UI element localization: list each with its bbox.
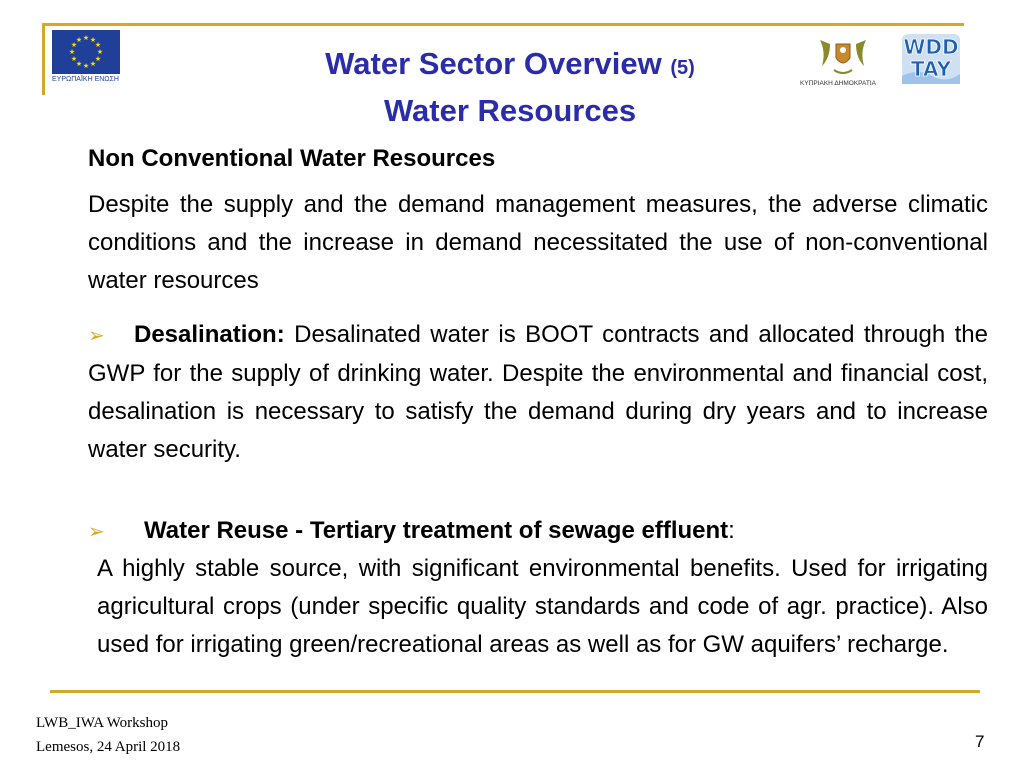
top-frame-line: [44, 23, 964, 26]
bullet-water-reuse: [88, 512, 988, 551]
svg-text:★: ★: [96, 48, 104, 56]
svg-text:★: ★: [89, 60, 97, 68]
svg-text:★: ★: [70, 41, 78, 49]
svg-text:★: ★: [89, 36, 97, 44]
svg-text:★: ★: [82, 34, 90, 42]
intro-paragraph: Despite the supply and the demand management measures, the adverse climatic conditions and the increase in demand necessitated the use of non-conventional water resources: [88, 191, 988, 294]
svg-text:★: ★: [94, 55, 102, 63]
arrow-bullet-icon: ➢: [88, 521, 105, 543]
footer-workshop: LWB_IWA Workshop: [36, 715, 168, 731]
bullet-label: Water Reuse - Tertiary treatment of sewage effluent: [144, 517, 729, 544]
bullet-label: Desalination:: [134, 321, 285, 348]
footer-date: Lemesos, 24 April 2018: [36, 739, 181, 755]
cyprus-logo: [800, 32, 886, 92]
eu-logo: [52, 30, 120, 86]
slide-title: [250, 46, 770, 130]
cyprus-caption: ΚΥΠΡΙΑΚΗ ΔΗΜΟΚΡΑΤΙΑ: [800, 80, 876, 87]
svg-text:★: ★: [68, 48, 76, 56]
left-frame-line: [42, 23, 45, 95]
bullet-text: Desalinated water is BOOT contracts and allocated through the GWP for the supply of drinking water. Despite the environmental and financial cost, desalination is necessary to satisfy the demand during dry years and to increase water security.: [88, 321, 988, 463]
footer: [36, 711, 180, 759]
bottom-frame-line: [50, 690, 980, 693]
page-number: 7: [975, 732, 985, 751]
title-subtitle: Water Resources: [383, 93, 637, 128]
svg-text:★: ★: [70, 55, 78, 63]
title-text: Water Sector Overview: [325, 46, 662, 81]
eu-caption: ΕΥΡΩΠΑΪΚΗ ΕΝΩΣΗ: [52, 76, 119, 83]
wdd-logo-icon: [898, 32, 964, 86]
title-number: (5): [670, 57, 695, 79]
section-heading: Non Conventional Water Resources: [88, 145, 496, 172]
cyprus-emblem-icon: [800, 32, 886, 78]
bullet-desalination: [88, 316, 988, 469]
wdd-logo: [898, 32, 964, 86]
svg-text:★: ★: [75, 36, 83, 44]
eu-flag-icon: [52, 30, 120, 74]
bullet-text: A highly stable source, with significant environmental benefits. Used for irrigating agricultural crops (under specific quality standards and code of agr. practice). Also used for irrigating green/recreational areas as well as for GW aquifers’ recharge.: [97, 555, 988, 658]
wdd-text-bottom: TAY: [910, 57, 952, 81]
arrow-bullet-icon: ➢: [88, 325, 105, 347]
wdd-text-top: WDD: [903, 35, 959, 59]
svg-text:★: ★: [94, 41, 102, 49]
bullet-label-suffix: :: [728, 517, 735, 544]
svg-text:★: ★: [75, 60, 83, 68]
svg-text:★: ★: [82, 62, 90, 70]
